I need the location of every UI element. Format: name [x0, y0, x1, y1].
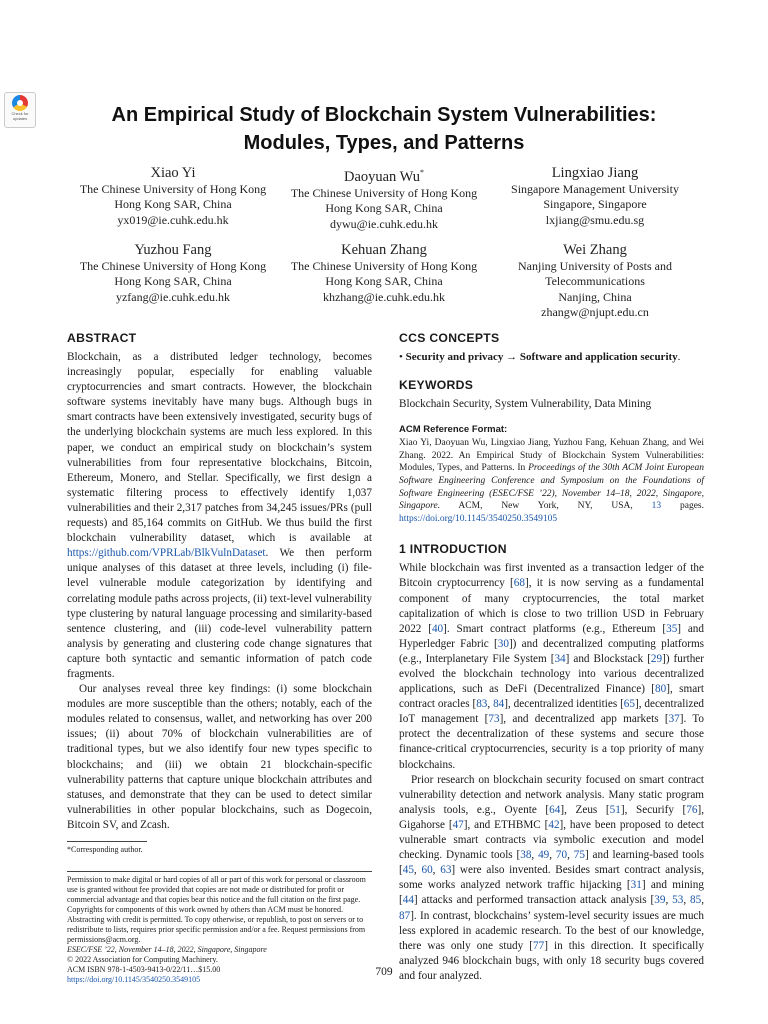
intro-paragraph-1: [399, 561, 704, 772]
citation-link[interactable]: 80: [655, 683, 667, 696]
author-affiliation: Hong Kong SAR, China: [114, 274, 232, 289]
citation-link[interactable]: 30: [497, 637, 509, 650]
author-name: Kehuan Zhang: [341, 242, 427, 259]
ccs-bullet: •: [399, 351, 406, 363]
author-row-2: [68, 241, 700, 321]
author-affiliation: Hong Kong SAR, China: [325, 201, 443, 216]
body-text: ]) further evolved the blockchain technology into various decentralized applications, such as DeFi (Decentralized Finance) [: [399, 652, 704, 696]
ccs-heading: CCS CONCEPTS: [399, 331, 500, 345]
keywords-heading: KEYWORDS: [399, 378, 474, 392]
citation-link[interactable]: 60: [421, 864, 433, 877]
body-text: ]. To protect the decentralization of these systems and secure those finance-critical cryptocurrencies, security is a top priority of many blockchains.: [399, 713, 704, 771]
body-text: ], smart contract oracles [: [399, 683, 704, 711]
body-text: ] in this direction. It specifically analyzed 946 blockchain bugs, with only 18 security bugs covered and four analyzed.: [399, 939, 704, 982]
citation-link[interactable]: 34: [554, 652, 566, 665]
acm-ref-proceedings: Proceedings of the 30th ACM Joint European Software Engineering Conference and Symposium on the Foundations of Software Engineering (ESEC/FSE ’22), November 14–18, 2022, Singapore, Singapore.: [399, 463, 704, 512]
body-text: ] and Hyperledger Fabric [: [399, 622, 704, 650]
author: [68, 164, 278, 232]
body-text: ], and decentralized app markets [: [499, 713, 669, 726]
author: [279, 241, 489, 321]
acm-ref-authors: Xiao Yi, Daoyuan Wu, Lingxiao Jiang, Yuzhou Fang, Kehuan Zhang, and Wei Zhang. 2022. An Empirical Study of Blockchain System Vulnerabilities: Modules, Types, and Patterns. In: [399, 438, 704, 474]
check-for-updates-badge[interactable]: [4, 92, 36, 128]
body-text: ,: [531, 849, 539, 862]
venue-line: ESEC/FSE ’22, November 14–18, 2022, Singapore, Singapore: [67, 945, 267, 954]
body-text: ], and ETHBMC [: [463, 818, 549, 831]
corresponding-mark: *: [420, 168, 425, 177]
body-text: ], Gigahorse [: [399, 803, 704, 831]
keywords-text: Blockchain Security, System Vulnerability, Data Mining: [399, 398, 652, 410]
isbn-line: ACM ISBN 978-1-4503-9413-0/22/11…$15.00: [67, 965, 221, 974]
body-text: ,: [665, 894, 673, 907]
author-affiliation: Hong Kong SAR, China: [325, 274, 443, 289]
acm-ref-pages-link[interactable]: 13: [651, 501, 662, 512]
permission-text: Permission to make digital or hard copies of all or part of this work for personal or classroom use is granted without fee provided that copies are not made or distributed for profit or commercial advantage and that copies bear this notice and the full citation on the first page. Copyrights for components of this work owned by others than ACM must be honored. Abstracting with credit is permitted. To copy otherwise, or republish, to post on servers or to redistribute to lists, requires prior specific permission and/or a fee. Request permissions from permissions@acm.org.: [67, 875, 366, 944]
body-text: ]) and decentralized computing platforms (e.g., Interplanetary File System [: [399, 637, 704, 665]
citation-link[interactable]: 51: [609, 803, 621, 816]
citation-link[interactable]: 85: [690, 894, 702, 907]
ccs-concept-2: Software and application security: [519, 351, 678, 363]
citation-link[interactable]: 68: [513, 577, 525, 590]
body-text: ] attacks and performed transaction attack analysis [: [413, 894, 655, 907]
body-text: ], Zeus [: [560, 803, 610, 816]
title-line-2: Modules, Types, and Patterns: [243, 132, 525, 154]
ccs-end: .: [677, 351, 681, 363]
citation-link[interactable]: 31: [630, 879, 642, 892]
body-text: Prior research on blockchain security focused on smart contract vulnerability detection and network analysis. Many static program analysis tools, e.g., Oyente [: [399, 773, 704, 816]
citation-link[interactable]: 39: [654, 894, 666, 907]
body-text: ], have been proposed to detect vulnerable smart contracts via symbolic execution and model checking. Dynamic tools [: [399, 818, 704, 862]
citation-link[interactable]: 76: [686, 803, 698, 816]
right-column: [399, 330, 704, 984]
citation-link[interactable]: 53: [672, 894, 684, 907]
acm-reference-text: [399, 437, 704, 525]
citation-link[interactable]: 47: [452, 818, 464, 831]
badge-line1: Check for: [11, 111, 29, 116]
badge-line2: updates: [12, 116, 28, 121]
citation-link[interactable]: 83: [476, 698, 488, 711]
ccs-concepts: [399, 350, 704, 365]
author-affiliation: Telecommunications: [545, 274, 645, 289]
author: [68, 241, 278, 321]
copyright-line: © 2022 Association for Computing Machinery.: [67, 955, 218, 964]
author-email: yx019@ie.cuhk.edu.hk: [117, 212, 229, 227]
body-text: ], it is now serving as a fundamental component of many cryptocurrencies, the total market capitalization of which is close to two trillion USD in February 2022 [: [399, 577, 704, 635]
author-affiliation: Nanjing, China: [558, 289, 632, 304]
footnote-divider: [67, 841, 147, 842]
permission-doi-link[interactable]: https://doi.org/10.1145/3540250.3549105: [67, 975, 201, 984]
intro-paragraph-2: [399, 773, 704, 984]
citation-link[interactable]: 45: [402, 864, 414, 877]
citation-link[interactable]: 38: [520, 849, 532, 862]
body-text: ] and learning-based tools [: [399, 849, 705, 877]
citation-link[interactable]: 70: [555, 849, 568, 862]
body-text: ,: [567, 849, 574, 862]
body-text: ] and mining [: [399, 879, 704, 907]
page-number: 709: [375, 966, 393, 978]
abstract-paragraph-1: [67, 350, 372, 682]
introduction-heading: 1 INTRODUCTION: [399, 542, 507, 557]
author-name: Daoyuan Wu: [343, 168, 421, 185]
paper-title: [60, 101, 708, 157]
dataset-link[interactable]: https://github.com/VPRLab/BlkVulnDataset: [67, 547, 266, 560]
author-affiliation: The Chinese University of Hong Kong: [290, 259, 478, 274]
abstract-paragraph-2: Our analyses reveal three key findings: (i) some blockchain modules are more susceptible than the others; notably, each of the modules related to consensus, wallet, and networking has over 200 issues; (ii) about 70% of blockchain vulnerabilities are of traditional types, but we also identify four new types specific to blockchains; and (iii) we obtain 21 blockchain-specific vulnerability patterns that capture unique blockchain attributes and statuses, and demonstrate that they can be used to detect similar vulnerabilities in other popular blockchains, such as Dogecoin, Bitcoin SV, and Zcash.: [67, 683, 372, 831]
citation-link[interactable]: 73: [488, 713, 500, 726]
author-row-1: [68, 164, 700, 232]
citation-link[interactable]: 77: [533, 939, 545, 952]
citation-link[interactable]: 42: [548, 818, 560, 831]
author: [279, 164, 489, 232]
body-text: ], Securify [: [620, 803, 687, 816]
body-text: ,: [701, 894, 705, 907]
body-text: ]. In contrast, blockchains’ system-level security issues are much less explored in academic research. To the best of our knowledge, there was only one study [: [399, 909, 704, 952]
body-text: ] and Blockstack [: [565, 652, 651, 665]
author-email: dywu@ie.cuhk.edu.hk: [329, 216, 439, 231]
citation-link[interactable]: 37: [668, 713, 680, 726]
abstract-heading: ABSTRACT: [67, 331, 137, 345]
abstract-text: . We then perform unique analyses of this dataset at three levels, including (i) file-level vulnerable module categorization by identifying and correlating module paths across projects, (ii) text-level vulnerability type clustering by natural language processing and similarity-based sentence clustering, and (iii) code-level vulnerability pattern analysis by generating and clustering code change signatures that capture both syntactic and semantic information of patch code fragments.: [67, 547, 372, 680]
author-affiliation: Nanjing University of Posts and: [518, 259, 672, 274]
author-affiliation: Hong Kong SAR, China: [114, 197, 232, 212]
author-affiliation: The Chinese University of Hong Kong: [290, 185, 478, 200]
author-affiliation: Singapore, Singapore: [543, 197, 647, 212]
ccs-concept-1: Security and privacy: [405, 351, 504, 363]
body-text: ], decentralized IoT management [: [399, 698, 705, 726]
author: [490, 164, 700, 232]
acm-ref-doi-link[interactable]: https://doi.org/10.1145/3540250.3549105: [399, 513, 558, 524]
body-text: ,: [487, 698, 494, 711]
author-name: Yuzhou Fang: [134, 242, 212, 259]
ccs-arrow: →: [503, 351, 520, 363]
author-affiliation: Singapore Management University: [511, 182, 679, 196]
author-name-wrap: [279, 164, 489, 186]
author-email: zhangw@njupt.edu.cn: [541, 305, 649, 320]
author-affiliation: The Chinese University of Hong Kong: [79, 259, 267, 274]
body-text: While blockchain was first invented as a transaction ledger of the Bitcoin cryptocurrency [: [399, 562, 704, 590]
citation-link[interactable]: 63: [440, 864, 452, 877]
author-name: Wei Zhang: [563, 242, 627, 259]
citation-link[interactable]: 75: [573, 849, 585, 862]
body-text: ,: [549, 849, 556, 862]
author-name: Lingxiao Jiang: [551, 165, 639, 181]
author-block: [68, 164, 700, 321]
body-text: ] were also invented. Besides smart contract analysis, some works analyzed network traffic hijacking [: [399, 864, 705, 892]
crossmark-icon: [12, 95, 28, 111]
citation-link[interactable]: 84: [493, 698, 505, 711]
body-text: ,: [683, 894, 691, 907]
author-email: khzhang@ie.cuhk.edu.hk: [322, 289, 445, 304]
author-name: Xiao Yi: [150, 165, 196, 181]
author-email: lxjiang@smu.edu.sg: [545, 212, 645, 227]
corresponding-author-note: *Corresponding author.: [67, 845, 143, 854]
author-email: yzfang@ie.cuhk.edu.hk: [115, 289, 230, 304]
body-text: ], decentralized identities [: [504, 698, 624, 711]
title-line-1: An Empirical Study of Blockchain System Vulnerabilities:: [111, 104, 657, 126]
citation-link[interactable]: 49: [538, 849, 550, 862]
citation-link[interactable]: 87: [399, 909, 411, 922]
acm-ref-pages-suffix: pages.: [661, 501, 704, 512]
citation-link[interactable]: 44: [402, 894, 414, 907]
citation-link[interactable]: 40: [431, 622, 444, 635]
left-column: [67, 330, 372, 985]
author: [490, 241, 700, 321]
author-affiliation: The Chinese University of Hong Kong: [79, 182, 267, 196]
abstract-text: Blockchain, as a distributed ledger technology, becomes increasingly popular, especially for enabling valuable cryptocurrencies and smart contracts. However, the blockchain software systems inevitably have many bugs. Although bugs in smart contracts have been extensively investigated, security bugs of the underlying blockchain systems are much less explored. In this paper, we conduct an empirical study on blockchain’s system vulnerabilities from four representative blockchains, Bitcoin, Ethereum, Monero, and Stellar. Specifically, we first design a systematic filtering process to effectively identify 1,037 vulnerabilities and their 2,317 patches from 34,245 issues/PRs (pull requests) and 85,164 commits on GitHub. We thus build the first blockchain vulnerability dataset, which is available at: [67, 351, 372, 545]
acm-ref-publisher: ACM, New York, NY, USA,: [440, 501, 652, 512]
body-text: ]. Smart contract platforms (e.g., Ethereum [: [443, 622, 667, 635]
acm-reference-heading: ACM Reference Format:: [399, 424, 508, 436]
citation-link[interactable]: 29: [650, 652, 663, 665]
body-text: ,: [413, 864, 422, 877]
citation-link[interactable]: 65: [623, 698, 635, 711]
citation-link[interactable]: 35: [666, 622, 678, 635]
citation-link[interactable]: 64: [549, 803, 561, 816]
body-text: ,: [432, 864, 441, 877]
